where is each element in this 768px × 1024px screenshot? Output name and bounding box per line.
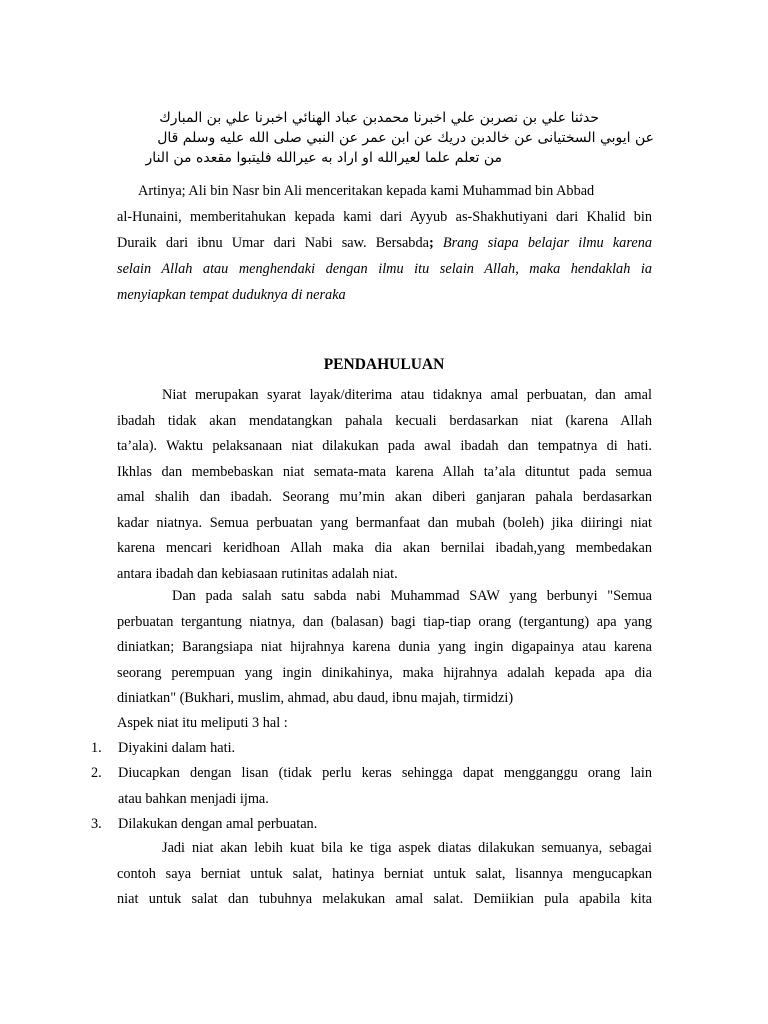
paragraph-line: niat untuk salat dan tubuhnya melakukan amal salat. Demiikian pula apabila kita xyxy=(117,891,652,907)
section-heading: PENDAHULUAN xyxy=(323,356,445,373)
translation-line xyxy=(117,256,652,282)
paragraph-line: ta’ala). Waktu pelaksanaan niat dilakukan pada awal ibadah dan tempatnya di hati. xyxy=(117,438,652,454)
paragraph-line: seorang perempuan yang ingin dinikahinya, maka hijrahnya adalah kepada apa dia xyxy=(117,664,652,681)
translation-quote: Brang siapa belajar ilmu karena xyxy=(433,235,652,251)
paragraph-line: ibadah tidak akan mendatangkan pahala kecuali berdasarkan niat (karena Allah xyxy=(117,412,652,429)
paragraph-line: kadar niatnya. Semua perbuatan yang bermanfaat dan mubah (boleh) jika diiringi niat xyxy=(117,514,652,531)
translation-line xyxy=(117,230,652,256)
paragraph-line: diniatkan; Barangsiapa niat hijrahnya karena dunia yang ingin digapainya atau karena xyxy=(117,639,652,655)
paragraph-line: Ikhlas dan membebaskan niat semata-mata karena Allah ta’ala dituntut pada semua xyxy=(117,463,652,480)
paragraph-line: contoh saya berniat untuk salat, hatinya berniat untuk salat, lisannya mengucapkan xyxy=(117,865,652,882)
numbered-list-item xyxy=(91,736,652,762)
paragraph-line: amal shalih dan ibadah. Seorang mu’min akan diberi ganjaran pahala berdasarkan xyxy=(117,489,652,505)
arabic-line: من تعلم علما لعيرالله او اراد به عيرالله فليتبوا مقعده من النار xyxy=(145,150,502,166)
translation-line: al-Hunaini, memberitahukan kepada kami dari Ayyub as-Shakhutiyani dari Khalid bin xyxy=(117,209,652,225)
list-number: 2. xyxy=(91,765,102,781)
list-item-text: Diyakini dalam hati. xyxy=(118,740,236,756)
translation-text: Duraik dari ibnu Umar dari Nabi saw. Bersabda xyxy=(117,235,429,251)
translation-quote: selain Allah atau menghendaki dengan ilmu itu selain Allah xyxy=(117,261,516,277)
paragraph-intro xyxy=(117,383,652,587)
arabic-hadith-text xyxy=(114,108,654,168)
list-number: 1. xyxy=(91,740,102,756)
numbered-list-item xyxy=(91,761,652,812)
paragraph-line: Aspek niat itu meliputi 3 hal : xyxy=(117,715,288,731)
list-number: 3. xyxy=(91,816,102,832)
paragraph-conclusion xyxy=(117,836,652,913)
aspect-intro xyxy=(117,711,652,737)
paragraph-line: karena mencari keridhoan Allah maka dia akan bernilai ibadah,yang membedakan xyxy=(117,540,652,556)
paragraph-line: Dan pada salah satu sabda nabi Muhammad SAW yang berbunyi "Semua xyxy=(172,588,652,604)
arabic-line: حدثنا علي بن نصربن علي اخبرنا محمدبن عباد الهنائي اخبرنا علي بن المبارك xyxy=(159,110,599,126)
numbered-list-item xyxy=(91,812,652,838)
translation-line: Artinya; Ali bin Nasr bin Ali menceritakan kepada kami Muhammad bin Abbad xyxy=(138,183,595,199)
paragraph-line: Niat merupakan syarat layak/diterima atau tidaknya amal perbuatan, dan amal xyxy=(162,387,652,403)
arabic-line: عن ايوبي السختيانى عن خالدبن دريك عن ابن عمر عن النبي صلى الله عليه وسلم قال xyxy=(157,130,654,146)
list-item-text: Diucapkan dengan lisan (tidak perlu keras sehingga dapat mengganggu orang lain xyxy=(118,765,652,781)
hadith-translation xyxy=(117,178,652,308)
list-item-text: Dilakukan dengan amal perbuatan. xyxy=(118,816,318,832)
translation-punctuation: ; xyxy=(428,235,434,251)
paragraph-line: Jadi niat akan lebih kuat bila ke tiga aspek diatas dilakukan semuanya, sebagai xyxy=(162,840,652,856)
paragraph-hadith xyxy=(117,584,652,712)
translation-quote: maka hendaklah ia xyxy=(518,261,652,277)
paragraph-line: antara ibadah dan kebiasaan rutinitas adalah niat. xyxy=(117,565,398,582)
translation-punctuation: , xyxy=(515,261,519,277)
list-item-text: atau bahkan menjadi ijma. xyxy=(118,790,269,807)
paragraph-line: diniatkan" (Bukhari, muslim, ahmad, abu daud, ibnu majah, tirmidzi) xyxy=(117,690,514,706)
translation-line: menyiapkan tempat duduknya di neraka xyxy=(117,287,346,303)
paragraph-line: perbuatan tergantung niatnya, dan (balasan) bagi tiap-tiap orang (tergantung) apa yang xyxy=(117,613,652,630)
